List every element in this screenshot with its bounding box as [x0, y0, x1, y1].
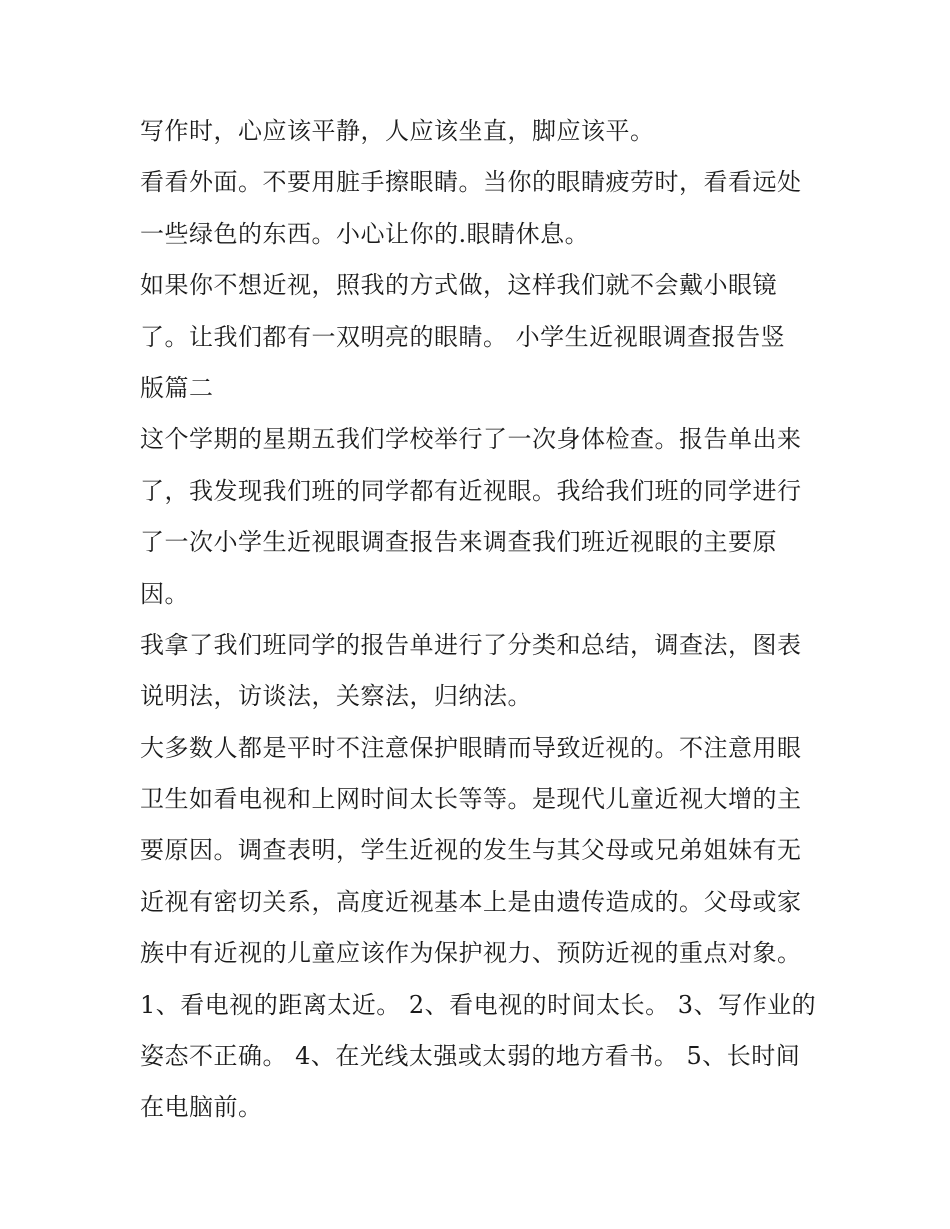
text-line: 如果你不想近视，照我的方式做，这样我们就不会戴小眼镜: [140, 271, 777, 300]
text-line: 一些绿色的东西。小心让你的.眼睛休息。: [140, 219, 590, 248]
text-line: 写作时，心应该平静，人应该坐直，脚应该平。: [140, 117, 655, 145]
text-line: 近视有密切关系，高度近视基本上是由遗传造成的。父母或家: [140, 887, 802, 916]
text-line: 了。让我们都有一双明亮的眼睛。 小学生近视眼调查报告竖: [140, 322, 786, 351]
text-line: 我拿了我们班同学的报告单进行了分类和总结，调查法，图表: [140, 630, 802, 659]
text-line: 大多数人都是平时不注意保护眼睛而导致近视的。不注意用眼: [140, 733, 802, 762]
list-line: 1、看电视的距离太近。 2、看电视的时间太长。 3、写作业的: [140, 990, 817, 1019]
list-line: 姿态不正确。 4、在光线太强或太弱的地方看书。 5、长时间: [140, 1042, 801, 1071]
text-line: 看看外面。不要用脏手擦眼睛。当你的眼睛疲劳时，看看远处: [140, 168, 802, 197]
text-line: 说明法，访谈法，关察法，归纳法。: [140, 682, 532, 711]
text-line: 了，我发现我们班的同学都有近视眼。我给我们班的同学进行: [140, 476, 802, 505]
list-line: 在电脑前。: [140, 1093, 263, 1122]
text-line: 因。: [140, 579, 189, 608]
document-body: [140, 106, 820, 1134]
text-line: 卫生如看电视和上网时间太长等等。是现代儿童近视大增的主: [140, 785, 802, 814]
text-line: 了一次小学生近视眼调查报告来调查我们班近视眼的主要原: [140, 528, 777, 557]
text-line: 要原因。调查表明，学生近视的发生与其父母或兄弟姐妹有无: [140, 836, 802, 865]
section-heading-line: 版篇二: [140, 373, 214, 402]
text-line: 这个学期的星期五我们学校举行了一次身体检查。报告单出来: [140, 425, 802, 454]
text-line: 族中有近视的儿童应该作为保护视力、预防近视的重点对象。: [140, 939, 802, 968]
